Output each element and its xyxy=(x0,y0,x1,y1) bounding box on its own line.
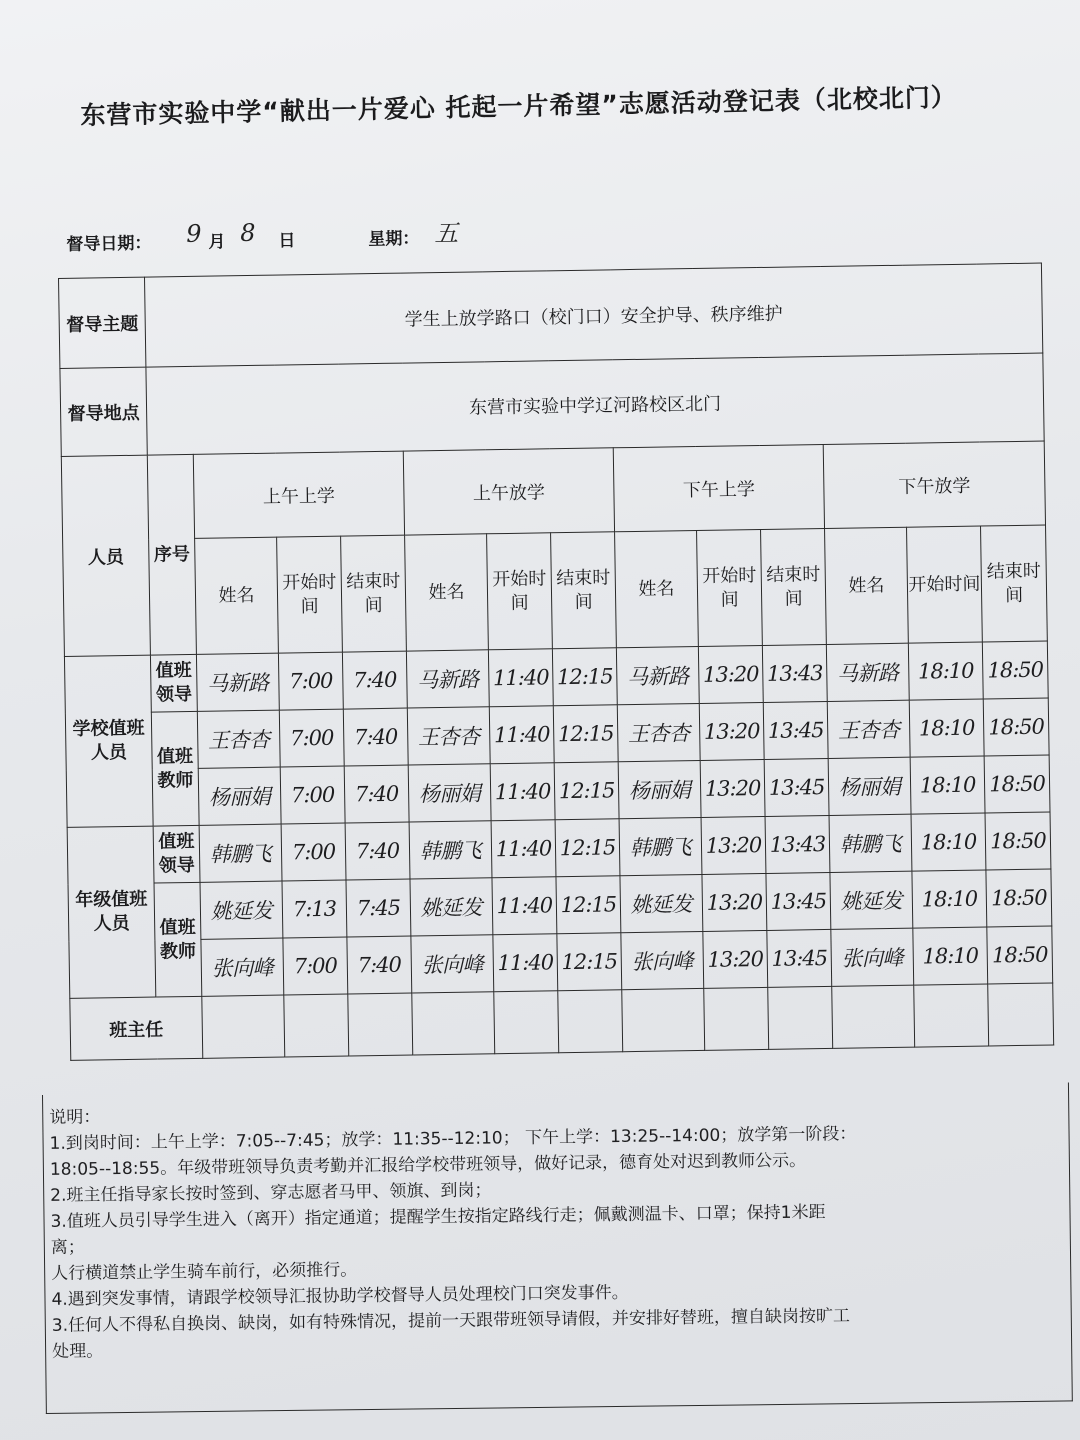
time-cell: 7:40 xyxy=(342,651,407,709)
empty-cell xyxy=(412,992,495,1055)
note-line: 1.到岗时间：上午上学：7:05--7:45；放学：11:35--12:10； 下午上学：13:25--14:00；放学第一阶段： xyxy=(49,1124,857,1154)
location-label: 督导地点 xyxy=(60,367,147,456)
time-cell: 13:45 xyxy=(767,929,832,987)
note-line: 处理。 xyxy=(52,1341,104,1362)
month-unit: 月 xyxy=(208,232,226,253)
signature-cell: 马新路 xyxy=(196,653,279,711)
time-cell: 7:40 xyxy=(347,936,412,994)
instructions-section xyxy=(42,1082,1073,1414)
time-cell: 18:50 xyxy=(985,812,1051,870)
signature-cell: 张向峰 xyxy=(201,938,284,996)
period-header: 下午上学 xyxy=(613,445,824,532)
subheader-row xyxy=(63,525,1048,656)
topic-value: 学生上放学路口（校门口）安全护导、秩序维护 xyxy=(144,263,1042,367)
signature-cell: 杨丽娟 xyxy=(408,764,491,822)
name-column-header: 姓名 xyxy=(405,534,489,651)
time-cell: 7:00 xyxy=(278,652,343,710)
signature-cell: 杨丽娟 xyxy=(198,767,281,825)
time-cell: 12:15 xyxy=(553,705,618,763)
time-cell: 13:43 xyxy=(762,644,827,702)
time-cell: 18:50 xyxy=(982,641,1048,699)
personnel-label: 人员 xyxy=(61,455,150,656)
signature-cell: 姚延发 xyxy=(830,871,913,929)
time-cell: 7:00 xyxy=(279,709,344,767)
time-cell: 13:45 xyxy=(766,872,831,930)
empty-cell xyxy=(622,988,705,1051)
note-line: 4.遇到突发事情，请跟学校领导汇报协助学校督导人员处理校门口突发事件。 xyxy=(51,1282,629,1310)
time-cell: 13:43 xyxy=(765,815,830,873)
time-cell: 11:40 xyxy=(493,934,558,992)
signature-cell: 杨丽娟 xyxy=(618,760,701,818)
period-header: 下午放学 xyxy=(823,441,1045,528)
group-label: 年级值班人员 xyxy=(67,826,156,998)
time-cell: 13:20 xyxy=(698,645,763,703)
name-column-header: 姓名 xyxy=(825,527,909,644)
time-cell: 12:15 xyxy=(552,648,617,706)
time-cell: 11:40 xyxy=(489,706,554,764)
time-cell: 18:10 xyxy=(913,927,988,985)
end-time-column-header: 结束时间 xyxy=(341,535,407,652)
time-cell: 18:10 xyxy=(910,756,985,814)
signature-cell: 王杏杏 xyxy=(197,710,280,768)
time-cell: 13:45 xyxy=(764,758,829,816)
signature-cell: 张向峰 xyxy=(411,935,494,993)
end-time-column-header: 结束时间 xyxy=(761,528,827,645)
time-cell: 18:50 xyxy=(987,926,1053,984)
signature-cell: 姚延发 xyxy=(200,881,283,939)
time-cell: 7:00 xyxy=(280,766,345,824)
time-cell: 13:20 xyxy=(699,702,764,760)
note-line: 离； xyxy=(50,1237,85,1258)
class-teacher-label: 班主任 xyxy=(70,996,203,1060)
time-cell: 12:15 xyxy=(556,876,621,934)
time-cell: 7:13 xyxy=(282,880,347,938)
role-label: 值班教师 xyxy=(151,711,199,826)
period-header: 上午放学 xyxy=(403,448,614,535)
signature-cell: 王杏杏 xyxy=(827,700,910,758)
signature-cell: 马新路 xyxy=(826,643,909,701)
time-cell: 7:40 xyxy=(344,765,409,823)
name-column-header: 姓名 xyxy=(195,537,279,654)
empty-cell xyxy=(988,983,1054,1046)
empty-cell xyxy=(284,994,349,1057)
signature-cell: 韩鹏飞 xyxy=(619,817,702,875)
time-cell: 13:20 xyxy=(703,930,768,988)
time-cell: 12:15 xyxy=(557,933,622,991)
start-time-column-header: 开始时间 xyxy=(487,533,553,650)
signature-cell: 杨丽娟 xyxy=(828,757,911,815)
group-label: 学校值班人员 xyxy=(64,655,153,827)
name-column-header: 姓名 xyxy=(615,531,699,648)
time-cell: 18:10 xyxy=(912,870,987,928)
form-table xyxy=(58,263,1054,1061)
date-day: 8 xyxy=(239,218,256,247)
time-cell: 13:20 xyxy=(701,816,766,874)
start-time-column-header: 开始时间 xyxy=(697,529,763,646)
time-cell: 11:40 xyxy=(490,763,555,821)
signature-cell: 韩鹏飞 xyxy=(409,821,492,879)
time-cell: 18:10 xyxy=(909,699,984,757)
period-header: 上午上学 xyxy=(193,451,404,538)
time-cell: 7:40 xyxy=(343,708,408,766)
form-table-wrapper xyxy=(58,263,1054,1061)
signature-cell: 姚延发 xyxy=(410,878,493,936)
note-line: 18:05--18:55。年级带班领导负责考勤并汇报给学校带班领导，做好记录，德育处对迟到教师公示。 xyxy=(49,1150,807,1180)
time-cell: 18:50 xyxy=(983,698,1049,756)
weekday-label: 星期： xyxy=(368,228,420,250)
empty-cell xyxy=(832,985,915,1048)
time-cell: 13:20 xyxy=(700,759,765,817)
empty-cell xyxy=(704,987,769,1050)
time-cell: 7:00 xyxy=(281,823,346,881)
time-cell: 18:10 xyxy=(908,642,983,700)
note-line: 人行横道禁止学生骑车前行，必须推行。 xyxy=(51,1260,358,1284)
time-cell: 18:50 xyxy=(984,755,1050,813)
date-label: 督导日期： xyxy=(66,233,152,255)
time-cell: 7:45 xyxy=(346,879,411,937)
weekday-value: 五 xyxy=(434,219,459,248)
note-line: 说明： xyxy=(49,1107,101,1128)
empty-cell xyxy=(348,993,413,1056)
time-cell: 13:20 xyxy=(702,873,767,931)
role-label: 值班领导 xyxy=(153,825,200,883)
time-cell: 7:00 xyxy=(283,937,348,995)
note-line: 3.任何人不得私自换岗、缺岗，如有特殊情况，提前一天跟带班领导请假，并安排好替班，擅自缺岗按旷工 xyxy=(51,1306,851,1336)
role-label: 值班教师 xyxy=(154,882,202,997)
signature-cell: 马新路 xyxy=(406,650,489,708)
time-cell: 13:45 xyxy=(763,701,828,759)
day-unit: 日 xyxy=(278,231,296,252)
role-label: 值班领导 xyxy=(150,654,197,712)
empty-cell xyxy=(914,984,989,1047)
empty-cell xyxy=(202,995,285,1058)
time-cell: 7:40 xyxy=(345,822,410,880)
supervision-date-line xyxy=(66,212,667,262)
seq-label: 序号 xyxy=(147,454,196,655)
time-cell: 12:15 xyxy=(555,819,620,877)
end-time-column-header: 结束时间 xyxy=(981,525,1048,642)
empty-cell xyxy=(768,986,833,1049)
time-cell: 12:15 xyxy=(554,762,619,820)
time-cell: 11:40 xyxy=(492,877,557,935)
signature-cell: 张向峰 xyxy=(831,928,914,986)
time-cell: 11:40 xyxy=(491,820,556,878)
signature-cell: 马新路 xyxy=(616,646,699,704)
signature-cell: 韩鹏飞 xyxy=(829,814,912,872)
signature-cell: 姚延发 xyxy=(620,874,703,932)
start-time-column-header: 开始时间 xyxy=(907,526,983,643)
time-cell: 11:40 xyxy=(488,649,553,707)
time-cell: 18:10 xyxy=(911,813,986,871)
topic-label: 督导主题 xyxy=(59,277,146,368)
signature-cell: 王杏杏 xyxy=(407,707,490,765)
note-line: 2.班主任指导家长按时签到、穿志愿者马甲、领旗、到岗； xyxy=(50,1180,492,1206)
time-cell: 18:50 xyxy=(986,869,1052,927)
signature-cell: 张向峰 xyxy=(621,931,704,989)
note-line: 3.值班人员引导学生进入（离开）指定通道；提醒学生按指定路线行走；佩戴测温卡、口罩；保持1米距 xyxy=(50,1202,826,1232)
end-time-column-header: 结束时间 xyxy=(551,532,617,649)
date-month: 9 xyxy=(185,219,202,248)
start-time-column-header: 开始时间 xyxy=(277,536,343,653)
signature-cell: 王杏杏 xyxy=(617,703,700,761)
empty-cell xyxy=(494,991,559,1054)
signature-cell: 韩鹏飞 xyxy=(199,824,282,882)
form-title: 东营市实验中学“献出一片爱心 托起一片希望”志愿活动登记表（北校北门） xyxy=(80,82,958,130)
empty-cell xyxy=(558,990,623,1053)
location-value: 东营市实验中学辽河路校区北门 xyxy=(146,353,1044,455)
